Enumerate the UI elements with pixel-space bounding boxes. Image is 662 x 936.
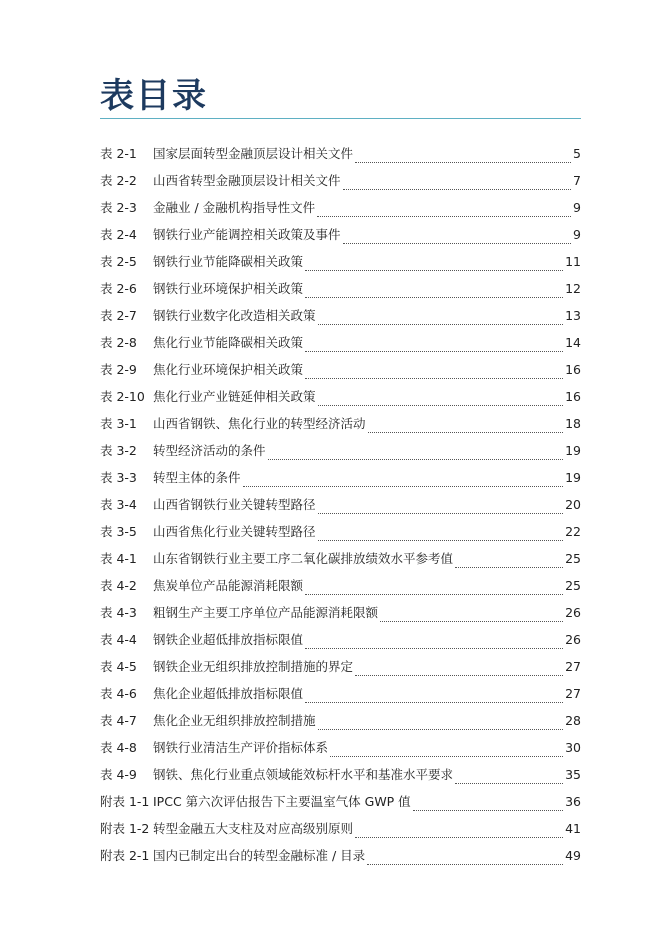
toc-entry-page: 9 <box>573 200 581 215</box>
toc-entry-page: 13 <box>565 308 581 323</box>
toc-entry-title: 焦化企业超低排放指标限值 <box>153 686 304 701</box>
toc-entry-title: 焦化行业环境保护相关政策 <box>153 362 304 377</box>
toc-entry[interactable] <box>100 819 581 846</box>
toc-entry-title: 转型经济活动的条件 <box>153 443 266 458</box>
toc-entry-page: 27 <box>565 659 581 674</box>
toc-leader-dots <box>343 243 571 244</box>
toc-entry-label: 表 2-2 <box>100 173 137 188</box>
toc-entry[interactable] <box>100 738 581 765</box>
toc-entry-title: 钢铁行业产能调控相关政策及事件 <box>153 227 341 242</box>
toc-entry-title: 焦化企业无组织排放控制措施 <box>153 713 316 728</box>
toc-leader-dots <box>455 783 563 784</box>
toc-entry-title: 国内已制定出台的转型金融标准 / 目录 <box>153 848 366 863</box>
toc-leader-dots <box>305 702 563 703</box>
toc-entry-page: 9 <box>573 227 581 242</box>
toc-entry-label: 表 4-7 <box>100 713 137 728</box>
toc-entry-page: 7 <box>573 173 581 188</box>
toc-entry-title: 钢铁企业超低排放指标限值 <box>153 632 304 647</box>
toc-entry-title: IPCC 第六次评估报告下主要温室气体 GWP 值 <box>153 794 411 809</box>
toc-entry[interactable] <box>100 846 581 873</box>
toc-entry[interactable] <box>100 630 581 657</box>
toc-entry-title: 焦化行业产业链延伸相关政策 <box>153 389 316 404</box>
toc-entry-title: 钢铁企业无组织排放控制措施的界定 <box>153 659 354 674</box>
page-title: 表目录 <box>100 76 208 116</box>
toc-leader-dots <box>330 756 563 757</box>
toc-entry-title: 粗钢生产主要工序单位产品能源消耗限额 <box>153 605 379 620</box>
toc-entry-title: 钢铁、焦化行业重点领域能效标杆水平和基准水平要求 <box>153 767 454 782</box>
toc-entry-label: 表 3-2 <box>100 443 137 458</box>
toc-entry[interactable] <box>100 522 581 549</box>
toc-leader-dots <box>455 567 563 568</box>
toc-entry-label: 附表 2-1 <box>100 848 150 863</box>
toc-entry-page: 20 <box>565 497 581 512</box>
toc-entry[interactable] <box>100 495 581 522</box>
toc-entry[interactable] <box>100 792 581 819</box>
toc-entry-page: 16 <box>565 389 581 404</box>
toc-entry-page: 18 <box>565 416 581 431</box>
toc-leader-dots <box>305 297 563 298</box>
toc-entry-page: 16 <box>565 362 581 377</box>
toc-leader-dots <box>317 216 571 217</box>
toc-entry-page: 11 <box>565 254 581 269</box>
toc-entry[interactable] <box>100 171 581 198</box>
toc-leader-dots <box>318 513 564 514</box>
toc-entry-page: 35 <box>565 767 581 782</box>
toc-entry-label: 表 2-7 <box>100 308 137 323</box>
toc-entry-label: 表 3-1 <box>100 416 137 431</box>
toc-entry-page: 41 <box>565 821 581 836</box>
table-of-contents <box>100 144 581 873</box>
toc-leader-dots <box>305 378 563 379</box>
toc-entry[interactable] <box>100 468 581 495</box>
toc-entry-page: 5 <box>573 146 581 161</box>
toc-entry-label: 表 4-3 <box>100 605 137 620</box>
toc-entry-page: 26 <box>565 605 581 620</box>
toc-leader-dots <box>318 729 564 730</box>
toc-entry-page: 25 <box>565 551 581 566</box>
toc-entry-title: 转型金融五大支柱及对应高级别原则 <box>153 821 354 836</box>
toc-leader-dots <box>305 648 563 649</box>
toc-entry[interactable] <box>100 711 581 738</box>
toc-entry-label: 附表 1-2 <box>100 821 150 836</box>
toc-entry[interactable] <box>100 603 581 630</box>
toc-entry[interactable] <box>100 198 581 225</box>
toc-entry[interactable] <box>100 684 581 711</box>
toc-entry-page: 27 <box>565 686 581 701</box>
toc-entry[interactable] <box>100 765 581 792</box>
toc-entry-label: 表 2-6 <box>100 281 137 296</box>
toc-entry-page: 12 <box>565 281 581 296</box>
toc-entry-label: 表 2-5 <box>100 254 137 269</box>
toc-entry[interactable] <box>100 225 581 252</box>
toc-leader-dots <box>268 459 564 460</box>
toc-entry-label: 表 2-9 <box>100 362 137 377</box>
toc-entry-label: 表 4-5 <box>100 659 137 674</box>
toc-entry-label: 表 3-3 <box>100 470 137 485</box>
toc-entry[interactable] <box>100 549 581 576</box>
toc-leader-dots <box>243 486 564 487</box>
toc-entry-label: 表 2-1 <box>100 146 137 161</box>
toc-entry-label: 表 4-6 <box>100 686 137 701</box>
toc-leader-dots <box>355 162 571 163</box>
toc-leader-dots <box>343 189 571 190</box>
toc-entry-label: 附表 1-1 <box>100 794 150 809</box>
toc-entry-label: 表 4-8 <box>100 740 137 755</box>
toc-entry[interactable] <box>100 414 581 441</box>
toc-leader-dots <box>305 594 563 595</box>
title-divider <box>100 118 581 119</box>
toc-entry-title: 山西省转型金融顶层设计相关文件 <box>153 173 341 188</box>
toc-leader-dots <box>380 621 563 622</box>
toc-entry-label: 表 2-4 <box>100 227 137 242</box>
toc-entry-label: 表 4-4 <box>100 632 137 647</box>
toc-entry-page: 19 <box>565 470 581 485</box>
toc-entry-label: 表 2-10 <box>100 389 145 404</box>
toc-entry-title: 焦化行业节能降碳相关政策 <box>153 335 304 350</box>
toc-entry-title: 金融业 / 金融机构指导性文件 <box>153 200 316 215</box>
toc-leader-dots <box>318 324 564 325</box>
toc-leader-dots <box>305 351 563 352</box>
toc-entry-page: 25 <box>565 578 581 593</box>
toc-entry-title: 钢铁行业节能降碳相关政策 <box>153 254 304 269</box>
toc-entry-page: 30 <box>565 740 581 755</box>
toc-entry[interactable] <box>100 360 581 387</box>
toc-leader-dots <box>318 405 564 406</box>
toc-entry[interactable] <box>100 252 581 279</box>
toc-entry-page: 28 <box>565 713 581 728</box>
toc-entry-page: 22 <box>565 524 581 539</box>
toc-entry-label: 表 4-1 <box>100 551 137 566</box>
toc-leader-dots <box>367 864 563 865</box>
toc-leader-dots <box>355 675 563 676</box>
toc-entry-page: 14 <box>565 335 581 350</box>
toc-entry-page: 36 <box>565 794 581 809</box>
toc-leader-dots <box>355 837 563 838</box>
toc-entry-page: 19 <box>565 443 581 458</box>
toc-entry-title: 钢铁行业数字化改造相关政策 <box>153 308 316 323</box>
toc-entry-label: 表 4-2 <box>100 578 137 593</box>
toc-entry-title: 山西省钢铁、焦化行业的转型经济活动 <box>153 416 366 431</box>
toc-entry-title: 山西省钢铁行业关键转型路径 <box>153 497 316 512</box>
toc-entry-label: 表 2-3 <box>100 200 137 215</box>
toc-leader-dots <box>318 540 564 541</box>
toc-entry-label: 表 3-5 <box>100 524 137 539</box>
toc-entry[interactable] <box>100 657 581 684</box>
toc-leader-dots <box>305 270 563 271</box>
toc-entry[interactable] <box>100 387 581 414</box>
toc-entry-label: 表 2-8 <box>100 335 137 350</box>
toc-entry[interactable] <box>100 576 581 603</box>
toc-entry-title: 国家层面转型金融顶层设计相关文件 <box>153 146 354 161</box>
toc-entry[interactable] <box>100 279 581 306</box>
toc-entry-label: 表 3-4 <box>100 497 137 512</box>
toc-entry-title: 山西省焦化行业关键转型路径 <box>153 524 316 539</box>
toc-leader-dots <box>368 432 564 433</box>
toc-entry-label: 表 4-9 <box>100 767 137 782</box>
toc-leader-dots <box>413 810 563 811</box>
toc-entry[interactable] <box>100 333 581 360</box>
toc-entry-page: 26 <box>565 632 581 647</box>
toc-entry-title: 焦炭单位产品能源消耗限额 <box>153 578 304 593</box>
toc-entry[interactable] <box>100 306 581 333</box>
toc-entry[interactable] <box>100 441 581 468</box>
toc-entry-page: 49 <box>565 848 581 863</box>
toc-entry-title: 转型主体的条件 <box>153 470 241 485</box>
toc-entry-title: 钢铁行业环境保护相关政策 <box>153 281 304 296</box>
toc-entry-title: 钢铁行业清洁生产评价指标体系 <box>153 740 329 755</box>
toc-entry[interactable] <box>100 144 581 171</box>
toc-entry-title: 山东省钢铁行业主要工序二氧化碳排放绩效水平参考值 <box>153 551 454 566</box>
